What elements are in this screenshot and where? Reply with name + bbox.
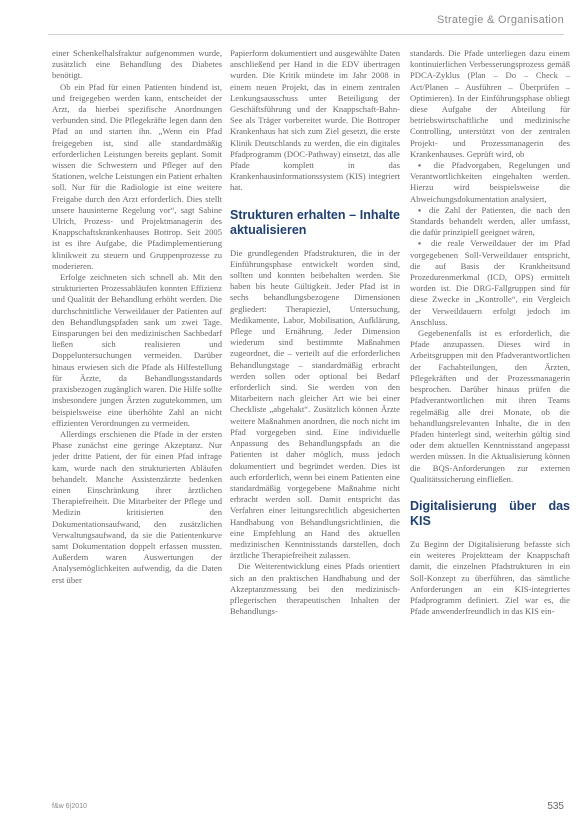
bullet-item: ▪ die Pfadvorgaben, Regelungen und Verantwortlichkeiten eingehalten werden. Hierzu wird beispielsweise die Abweichungsdokumentation analysiert, (410, 160, 570, 204)
page-number: 535 (547, 801, 564, 812)
text-column-3 (410, 48, 570, 788)
paragraph: Erfolge zeichneten sich schnell ab. Mit den strukturierten Prozessabläufen konnten Effizienz und Qualität der Behandlung erhöht werden. Die durchschnittliche Verweildauer der Patienten auf den Behandlungspfaden sank um zwei Tage. Einsparungen bei den medizinischen Sachbedarf ließen sich realisieren und Doppeluntersuchungen vermeiden. Darüber hinaus erwiesen sich die Pfade als Hilfestellung für Ärzte, da Behandlungsstandards praxisbezogen zugänglich waren. Die Hilfe sollte insbesondere jungen Ärzten zugutekommen, um beispielsweise eine überhöhte Zahl an nicht effizienten Verordnungen zu vermeiden. (52, 272, 222, 428)
header-divider (48, 34, 564, 35)
bullet-item: ▪ die Zahl der Patienten, die nach den Standards behandelt werden, aller umfasst, die dafür prinzipiell geeignet wären, (410, 204, 570, 238)
paragraph: Zu Beginn der Digitalisierung befasste sich ein weiteres Projektteam der Knappschaft damit, die einzelnen Pfadstrukturen in ein Soll-Konzept zu überführen, das sämtliche Anforderungen an ein KIS-integriertes Pfadprogramm definiert. Ziel war es, die Pfade anwenderfreundlich in das KIS ein- (410, 538, 570, 617)
text-column-2 (230, 48, 400, 788)
paragraph: Die grundlegenden Pfadstrukturen, die in der Einführungsphase entwickelt worden sind, sollten und konnten beibehalten werden. Sie haben bis heute Gültigkeit. Jeder Pfad ist in sechs behandlungsbezogene Dimensionen gegliedert: Therapieziel, Untersuchung, Medikamente, Labor, Mobilisation, Aufklärung, Pflege und Ernährung. Jeder Dimension wiederum sind bestimmte Maßnahmen zugeordnet, die – verteilt auf die erforderlichen Behandlungstage – standardmäßig erbracht werden sollen oder optional bei Bedarf erforderlich sind. Sie werden von den Mitarbeitern nach gleicher Art wie bei einer Checkliste „abgehakt“. Zusätzlich können Ärzte weitere Maßnahmen anordnen, die noch nicht im Pfad vorgegeben sind. Eine individuelle Anpassung des Behandlungspfads an die Patienten ist daher möglich, muss jedoch dokumentiert und begründet werden. Dies ist auch erforderlich, wenn bei einem Patienten eine standardmäßig vorgegebene Maßnahme nicht erbracht werden soll. Damit entspricht das Verfahren einer leitungsrechtlich abgesicherten Handhabung von Behandlungsrichtlinien, die eine Empfehlung an Hand des aktuellen medizinischen Kenntnisstands darstellen, doch ärztliche Therapiefreiheit zulassen. (230, 247, 400, 561)
footer-publication: f&w 6|2010 (52, 803, 87, 810)
page-header (0, 0, 588, 40)
paragraph: standards. Die Pfade unterliegen dazu einem kontinuierlichen Verbesserungsprozess gemäß PDCA-Zyklus (Plan – Do – Check – Act/Planen – Ausführen – Überprüfen – Optimieren). In der Einführungsphase obliegt diese Aufgabe der Abteilung für betriebswirtschaftliche und medizinische Controlling, unterstützt von der zentralen Projekt- und Prozessmanagerin des Krankenhauses. Geprüft wird, ob (410, 48, 570, 159)
paragraph: Gegebenenfalls ist es erforderlich, die Pfade anzupassen. Dieses wird in Arbeitsgruppen mit den Pfadverantwortlichen der Fachabteilungen, den Ärzten, Pflegekräften und der Prozessmanagerin besprochen. Darüber hinaus prüfen die Pfadverantwortlichen mit ihren Teams regelmäßig alle drei Monate, ob die behandlungsrelevanten Inhalte, die in den Pfaden hinterlegt sind, weiterhin gültig sind oder dem aktuellen Kenntnisstand angepasst werden müssen. In die Aktualisierung können die BQS-Anforderungen zur externen Qualitätssicherung einfließen. (410, 328, 570, 484)
text-column-1 (52, 48, 222, 788)
bullet-item: ▪ die reale Verweildauer der im Pfad vorgegebenen Soll-Verweildauer entspricht, die auf Basis der Krankheitsund Prozedurenmerkmal (ICD, OPS) ermittelt worden ist. Die DRG-Fallgruppen sind für diese Zwecke in „Kontrolle“, ein Vergleich der Verweildauern erfolgt jedoch im Anschluss. (410, 238, 570, 327)
subheading-strukturen: Strukturen erhalten – Inhalte aktualisieren (230, 207, 400, 237)
paragraph: einer Schenkelhalsfraktur aufgenommen wurde, zusätzlich eine Behandlung des Diabetes benötigt. (52, 48, 222, 81)
paragraph: Ob ein Pfad für einen Patienten bindend ist, und freigegeben werden kann, entscheidet der Arzt, da hierbei spezifische Anordnungen verbunden sind. Die Pflegekräfte legen dann den Pfad an und starten ihn. „Wenn ein Pfad freigegeben ist, sind alle standardmäßig erforderlichen Leistungen bereits geplant. Somit wissen die Schwestern und Pfleger auf den Stationen, welche Leistungen ein Patient erhalten soll. Nur für die Radiologie ist eine weitere Freigabe durch den Arzt erforderlich. Dies stellt unsere hausinterne Regelung vor“, sagt Sabine Ulrich, Prozess- und Projektmanagerin des Knappschaftskrankenhauses Bottrop. Seit 2005 ist es ihre Aufgabe, die Pfadimplementierung klinikweit zu steuern und Gruppenprozesse zu moderieren. (52, 81, 222, 271)
subheading-digitalisierung: Digitalisierung über das KIS (410, 498, 570, 528)
section-title: Strategie & Organisation (436, 14, 564, 26)
paragraph: Die Weiterentwicklung eines Pfads orientiert sich an den praktischen Handhabung und der Akzeptanzmessung bei den medizinisch-pflegerischen therapeutischen Inhalten der Behandlungs- (230, 561, 400, 617)
paragraph: Papierform dokumentiert und ausgewählte Daten anschließend per Hand in die EDV übertragen wurden. Die Kritik mündete im Jahr 2008 in einem neuen Projekt, das in einem zentralen Lenkungsausschuss unter Beteiligung der Geschäftsführung und der Knappschaft-Bahn-See als Träger vorbereitet wurde. Die Bottroper Krankenhaus hat sich zum Ziel gesetzt, die erste Klinik Deutschlands zu werden, die ein digitales Pfadprogramm (DOC-Pathway) einsetzt, das alle Pfade komplett in das Krankenhausinformationssystem (KIS) integriert hat. (230, 48, 400, 193)
paragraph: Allerdings erschienen die Pfade in der ersten Phase zunächst eine geringe Akzeptanz. Nur jeder dritte Patient, der für einen Pfad infrage kam, wurde nach den strukturierten Abläufen behandelt. Manche Assistenzärzte bedenken einen Einschränkung ihrer ärztlichen Therapiefreiheit. Die Mitarbeiter der Pflege und Medizin kritisierten den Dokumentationsaufwand, den zusätzlichen Verwaltungsaufwand, da sie die Patientenkurve samt Dokumentation doppelt erfassen mussten. Außerdem waren Auswertungen der Analysemöglichkeiten aufwendig, da die Daten erst über (52, 428, 222, 585)
